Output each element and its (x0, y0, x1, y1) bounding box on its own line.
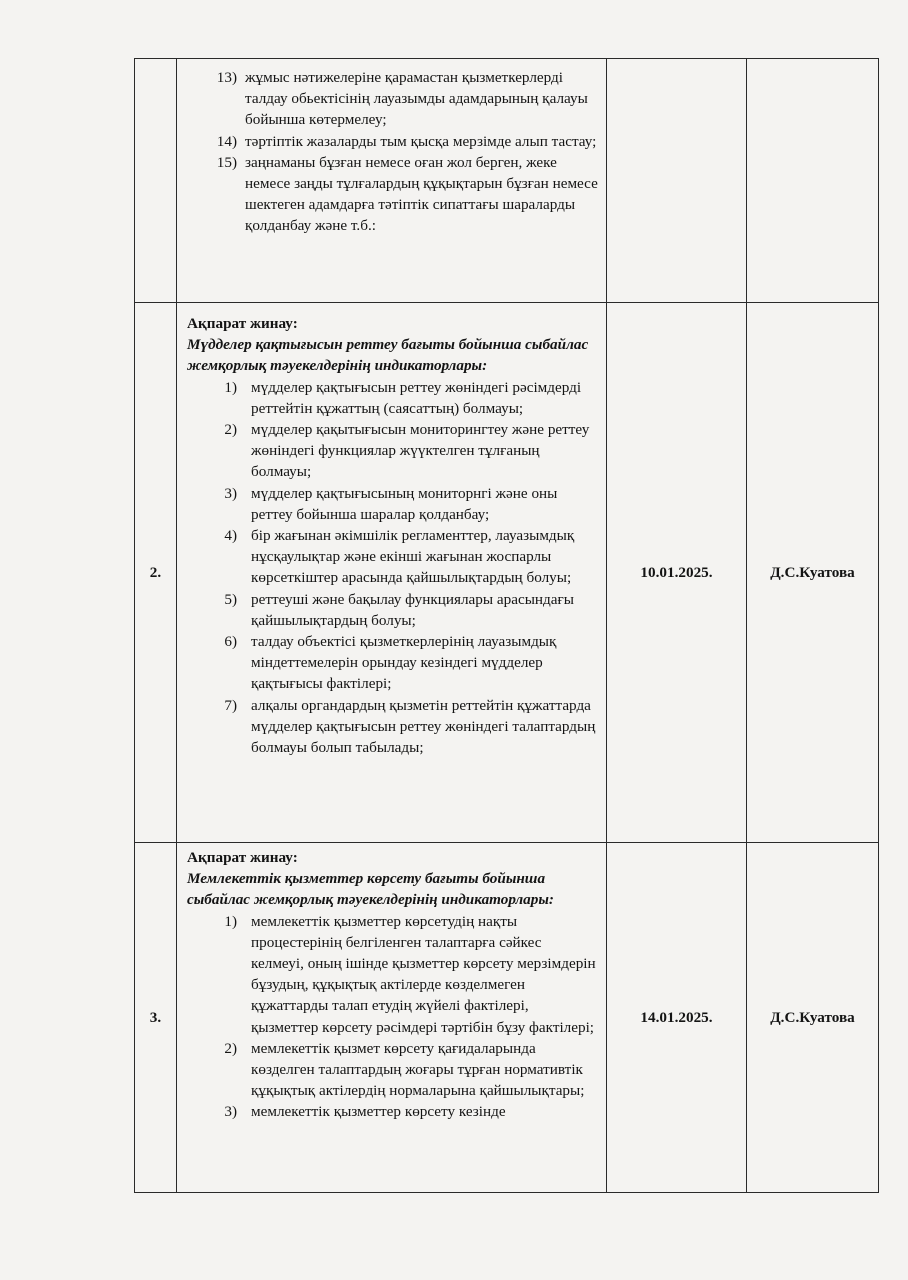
indicator-list (187, 377, 598, 759)
indicator-list (187, 67, 598, 237)
list-item: 13) жұмыс нәтижелеріне қарамастан қызметкерлерді талдау обьектісінің лауазымды адамдарының қалауы бойынша көтермелеу; (216, 69, 588, 129)
content-cell (177, 59, 607, 303)
row-number-cell (135, 59, 177, 303)
list-item: 14) тәртіптік жазаларды тым қысқа мерзімде алып тастау; (216, 132, 597, 150)
list-item: 3) мемлекеттік қызметтер көрсету кезінде (224, 1103, 506, 1121)
section-subheading: Мемлекеттік қызметтер көрсету бағыты бойынша сыбайлас жемқорлық тәуекелдерінің индикаторлары: (187, 870, 554, 909)
list-item: 15) заңнаманы бұзған немесе оған жол берген, жеке немесе заңды тұлғалардың құқықтарын бұзған немесе шектеген адамдарға тәтіптік сипаттағы шараларды қолданбау және т.б.: (216, 153, 598, 235)
indicator-list (187, 911, 598, 1123)
row-number: 3. (135, 843, 177, 1193)
list-item: 7) алқалы органдардың қызметін реттейтін құжаттарда мүдделер қақтығысын реттеу жөніндегі талаптардың болмауы болып табылады; (224, 696, 596, 757)
list-item: 5) реттеуші және бақылау функциялары арасындағы қайшылықтардың болуы; (224, 590, 574, 629)
content-cell (177, 843, 607, 1193)
section-subheading: Мүдделер қақтығысын реттеу бағыты бойынша сыбайлас жемқорлық тәуекелдерінің индикаторлары: (187, 336, 589, 375)
person-cell: Д.С.Куатова (747, 843, 879, 1193)
table-row (135, 303, 879, 843)
date-cell: 14.01.2025. (607, 843, 747, 1193)
content-cell (177, 303, 607, 843)
plan-table (134, 58, 879, 1193)
date-cell: 10.01.2025. (607, 303, 747, 843)
list-item: 2) мемлекеттік қызмет көрсету қағидаларында көзделген талаптардың жоғары тұрған нормативтік құқықтық актілердің нормаларына қайшылықтары; (224, 1039, 585, 1100)
person-cell (747, 59, 879, 303)
list-item: 4) бір жағынан әкімшілік регламенттер, лауазымдық нұсқаулықтар және екінші жағынан жоспарлы көрсеткіштер арасында қайшылықтардың болуы; (224, 527, 575, 587)
person-cell: Д.С.Куатова (747, 303, 879, 843)
list-item: 1) мүдделер қақтығысын реттеу жөніндегі рәсімдерді реттейтін құжаттың (саясаттың) болмауы; (224, 378, 582, 417)
row-number: 2. (135, 303, 177, 843)
list-item: 1) мемлекеттік қызметтер көрсетудің нақты процестерінің белгіленген талаптарға сәйкес келмеуі, оның ішінде қызметтер көрсету мерзімдерін бұзудың, құқықтық актілерде көзделмеген құжаттарды талап етудің жүйелі фактілері, қызметтер көрсету рәсімдері тәртібін бұзу фактілері; (224, 912, 596, 1036)
list-item: 6) талдау объектісі қызметкерлерінің лауазымдық міндеттемелерін орындау кезіндегі мүдделер қақтығысы фактілері; (224, 633, 557, 693)
section-heading: Ақпарат жинау: (187, 849, 298, 866)
table-row-continuation (135, 59, 879, 303)
list-item: 3) мүдделер қақтығысының мониторнгі және оны реттеу бойынша шаралар қолданбау; (224, 484, 558, 523)
date-cell (607, 59, 747, 303)
list-item: 2) мүдделер қақытығысын мониторингтеу және реттеу жөніндегі функциялар жүүктелген тұлғаның болмауы; (224, 421, 590, 481)
section-heading: Ақпарат жинау: (187, 315, 298, 332)
table-row (135, 843, 879, 1193)
